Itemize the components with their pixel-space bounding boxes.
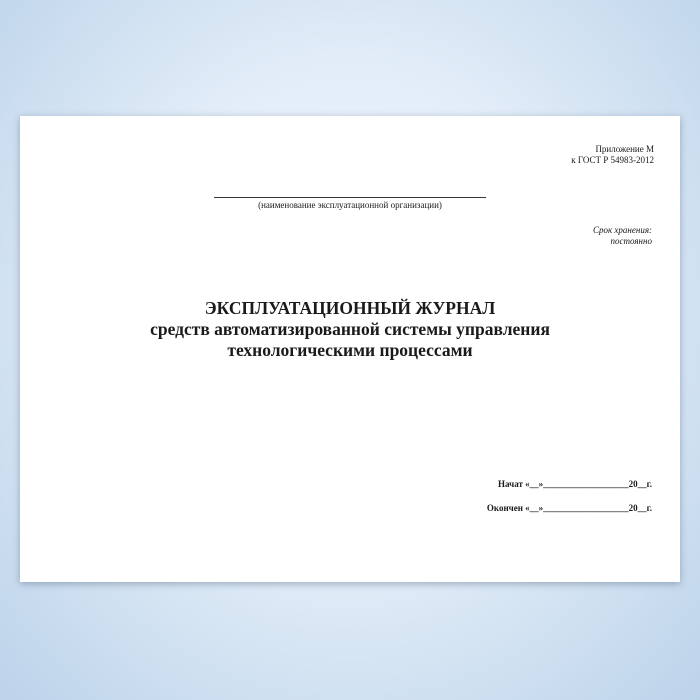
finished-date: Окончен «__»___________________20__г. [486,503,652,513]
journal-cover-page [20,116,680,582]
organization-name-line [214,197,486,198]
journal-dates [487,478,652,526]
title-line-3: технологическими процессами [227,340,473,360]
document-title [20,298,680,361]
organization-caption: (наименование эксплуатационной организации) [258,200,442,210]
storage-period [593,225,652,247]
appendix-reference [571,144,654,166]
storage-value: постоянно [610,236,652,246]
title-line-1: ЭКСПЛУАТАЦИОННЫЙ ЖУРНАЛ [204,298,496,318]
storage-label: Срок хранения: [592,225,652,235]
organization-block [214,197,486,211]
standard-reference: к ГОСТ Р 54983-2012 [571,155,654,165]
appendix-line: Приложение М [595,144,654,154]
started-date: Начат «__»___________________20__г. [498,479,652,489]
title-line-2: средств автоматизированной системы управления [150,319,550,339]
